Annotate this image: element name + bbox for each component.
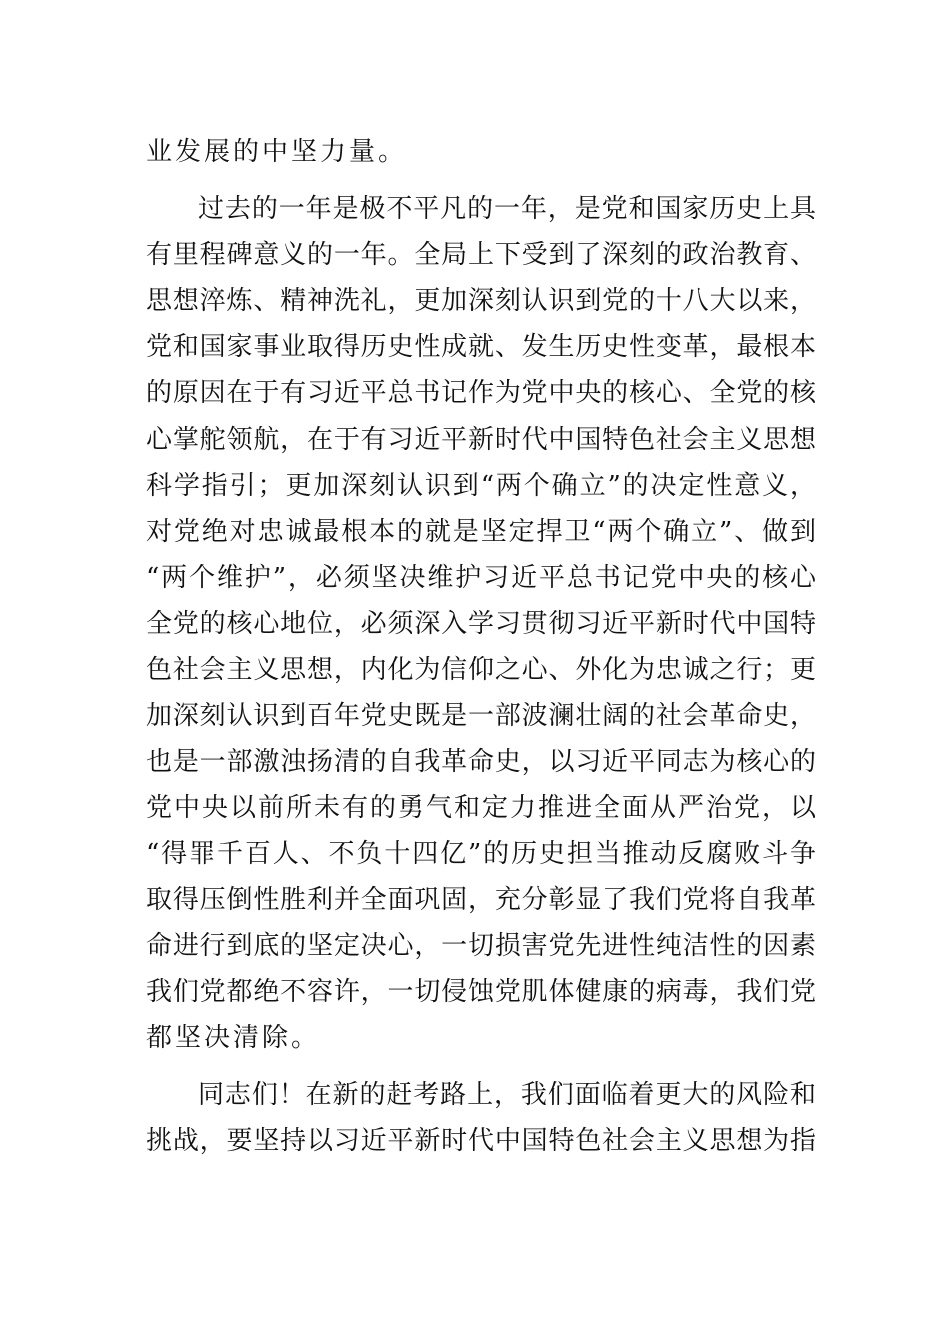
text-line: 都坚决清除。 [146, 1023, 321, 1053]
text-line: 挑战，要坚持以习近平新时代中国特色社会主义思想为指 [146, 1126, 816, 1156]
text-line: 加深刻认识到百年党史既是一部波澜壮阔的社会革命史， [146, 701, 816, 731]
text-line: 也是一部激浊扬清的自我革命史，以习近平同志为核心的 [146, 747, 816, 777]
text-line: 对党绝对忠诚最根本的就是坚定捍卫“两个确立”、做到 [146, 517, 816, 547]
paragraph-first-line: 同志们！在新的赶考路上，我们面临着更大的风险和 [198, 1080, 816, 1110]
text-line: 有里程碑意义的一年。全局上下受到了深刻的政治教育、 [146, 240, 816, 270]
text-line: “得罪千百人、不负十四亿”的历史担当推动反腐败斗争 [146, 839, 816, 869]
text-line: 业发展的中坚力量。 [146, 137, 408, 167]
text-line: 取得压倒性胜利并全面巩固，充分彰显了我们党将自我革 [146, 885, 816, 915]
text-line: 我们党都绝不容许，一切侵蚀党肌体健康的病毒，我们党 [146, 977, 816, 1007]
text-line: 心掌舵领航，在于有习近平新时代中国特色社会主义思想 [146, 425, 816, 455]
text-line: “两个维护”，必须坚决维护习近平总书记党中央的核心 [146, 563, 816, 593]
text-line: 党中央以前所未有的勇气和定力推进全面从严治党，以 [146, 793, 816, 823]
text-line: 全党的核心地位，必须深入学习贯彻习近平新时代中国特 [146, 609, 816, 639]
text-line: 的原因在于有习近平总书记作为党中央的核心、全党的核 [146, 378, 816, 408]
paragraph-first-line: 过去的一年是极不平凡的一年，是党和国家历史上具 [198, 194, 816, 224]
text-line: 命进行到底的坚定决心，一切损害党先进性纯洁性的因素 [146, 931, 816, 961]
text-line: 色社会主义思想，内化为信仰之心、外化为忠诚之行；更 [146, 655, 816, 685]
text-line: 科学指引；更加深刻认识到“两个确立”的决定性意义， [146, 471, 816, 501]
text-line: 思想淬炼、精神洗礼，更加深刻认识到党的十八大以来， [146, 286, 816, 316]
text-line: 党和国家事业取得历史性成就、发生历史性变革，最根本 [146, 332, 816, 362]
